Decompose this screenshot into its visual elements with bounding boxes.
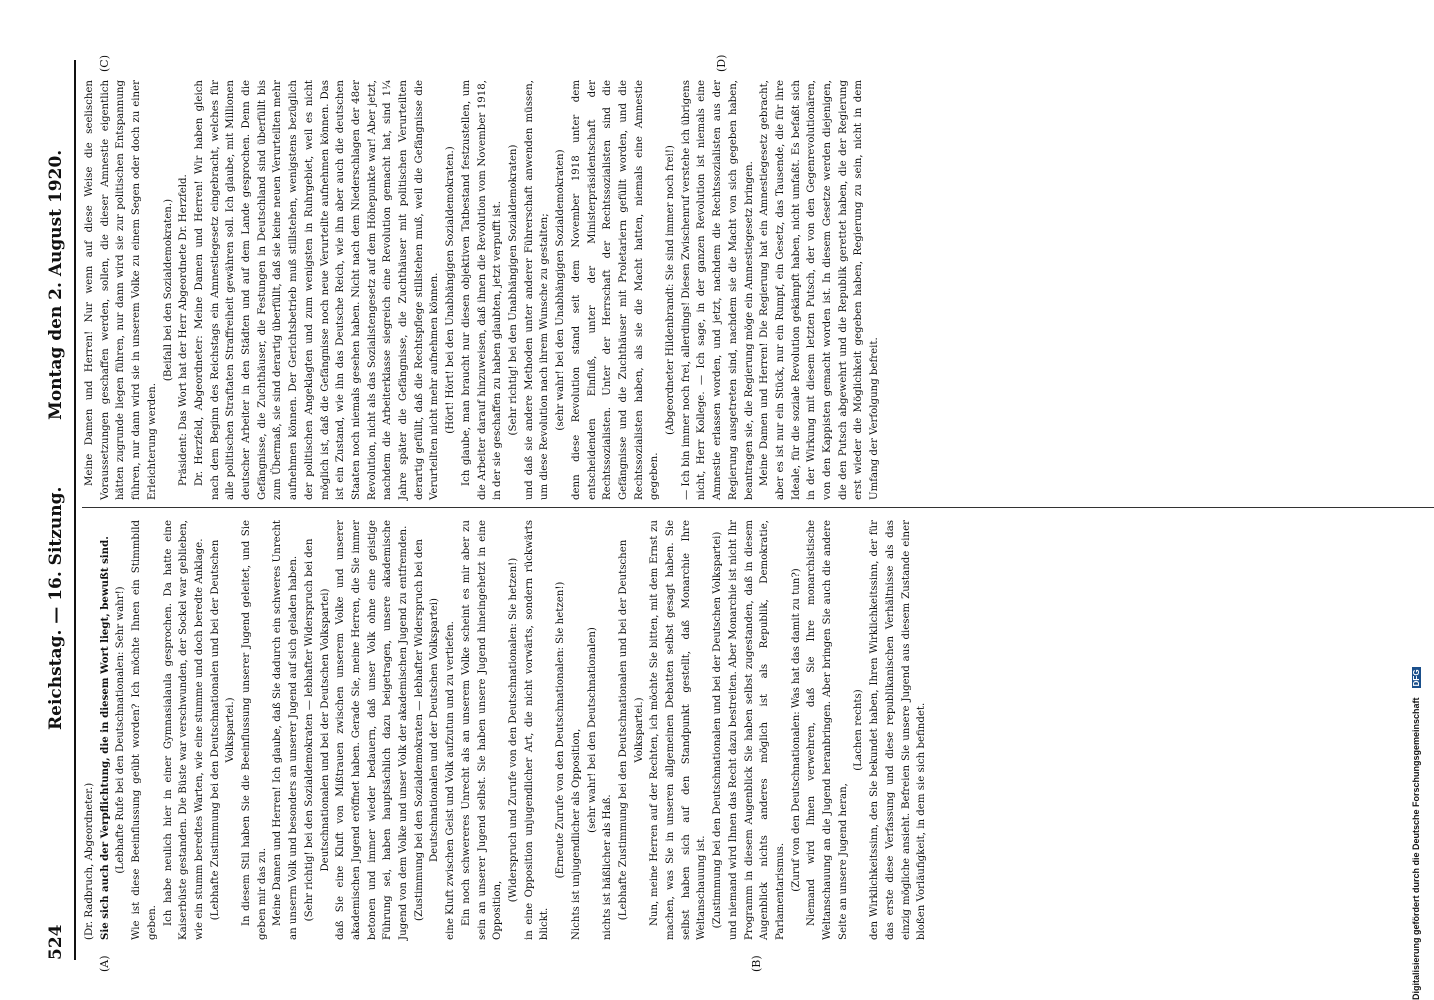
interjection: (Lebhafte Zustimmung bei den Deutschnationalen und bei der Deutschen Volkspartei.) [617,539,645,921]
page-number: 524 [46,924,66,960]
interjection: (Erneute Zurufe von den Deutschnationalen: Sie hetzen!) [555,581,567,879]
right-column [82,80,883,500]
paragraph: Ich habe neulich hier in einer Gymnasialaula gesprochen. Da hatte eine Kaiserbüste gestanden. Die Büste war verschwunden, der Sockel war geblieben, wie ein stumm beredtes Warten, wie eine stumme und doch beredte Anklage. [162,520,205,940]
paragraph: Nun, meine Herren auf der Rechten, ich möchte Sie bitten, mit dem Ernst zu machen, was Sie in unseren allgemeinen Debatten selbst gesagt haben. Sie selbst haben sich auf den Standpunkt gestellt, daß Monarchie Ihre Weltanschauung ist. [649,520,708,940]
column-divider [82,507,1434,508]
paragraph: Niemand wird Ihnen verwehren, daß Sie Ihre monarchistische Weltanschauung an die Jugend heranbringen. Aber bringen Sie auch die andere Seite an unsere Jugend heran, [806,520,849,940]
interjection: (Lachen rechts) [853,689,865,771]
interjection: (Abgeordneter Hildenbrandt: Sie sind immer noch frei!) [665,145,677,435]
credit-text: Digitalisierung gefördert durch die Deutsche Forschungsgemeinschaft [1411,697,1421,1000]
digitization-credit [1404,0,1423,1000]
interjection: (sehr wahr! bei den Unabhängigen Sozialdemokraten) [555,149,567,431]
paragraph: Dr. Herzfeld, Abgeordneter: Meine Damen und Herren! Wir haben gleich nach dem Beginn des Reichstags ein Amnestiegesetz eingebracht, welches für alle politischen Straftaten Straffreiheit gewähren soll. Ich glaube, mit Millionen deutscher Arbeiter in den Städten und auf dem Lande gesprochen. Denn die Gefängnisse, die Zuchthäuser, die Festungen in Deutschland sind überfüllt bis zum Übermaß, sie sind derartig überfüllt, daß sie keine neuen Verurteilten mehr aufnehmen können. Der Gerichtsbetrieb muß stillstehen, wenigstens bezüglich der politischen Angeklagten und zum wenigsten in Ruhrgebiet, weil es nicht möglich ist, daß die Gefängnisse noch neue Verurteilte aufnehmen können. Das ist ein Zustand, wie ihn das Deutsche Reich, wie ihn aber auch die deutschen Staaten noch niemals gesehen haben. Nicht nach dem Niederschlagen der 48er Revolution, nicht als das Sozialistengesetz auf dem Höhepunkte war! Aber jetzt, nachdem die Arbeiterklasse siegreich eine Revolution gemacht hat, sind 1¼ Jahre später die Gefängnisse, die Zuchthäuser mit politischen Verurteilten derartig gefüllt, daß die Rechtspflege stillstehen muß, weil die Gefängnisse die Verurteilten nicht mehr aufnehmen können. [193,80,441,500]
paragraph: Nichts ist unjugendlicher als Opposition, [570,728,582,940]
paragraph: denn diese Revolution stand seit dem November 1918 unter dem entscheidenden Einfluß, unter der Ministerpräsidentschaft der Rechtssozialisten. Unter der Herrschaft der Rechtssozialisten sind die Gefängnisse und die Zuchthäuser mit Proletariern gefüllt worden, und die Rechtssozialisten haben, als sie die Macht hatten, niemals eine Amnestie gegeben. [570,80,661,500]
paragraph: und niemand wird Ihnen das Recht dazu bestreiten. Aber Monarchie ist nicht Ihr Programm in diesem Augenblick Sie haben selbst zugestanden, daß in diesem Augenblick nichts anderes möglich ist als Republik, Demokratie, Parlamentarismus. [727,520,786,940]
margin-marker-a: (A) [98,955,111,972]
interjection: (Lebhafte Zustimmung bei den Deutschnationalen und bei der Deutschen Volkspartei.) [209,539,237,921]
paragraph: Ich glaube, man braucht nur diesen objektiven Tatbestand festzustellen, um die Arbeiter darauf hinzuweisen, daß ihnen die Revolution vom November 1918, in der sie geschaffen zu haben glaubten, jetzt verpufft ist. [460,80,504,500]
paragraph: den Wirklichkeitssinn, den Sie bekundet haben, Ihren Wirklichkeitssinn, der für das erste diese Verfassung und diese republikanischen Verhältnisse als das einzig mögliche ansieht. Befreien Sie unsere Jugend aus diesem Zustande einer bloßen Vorläufigkeit, in dem sie sich befindet. [869,520,928,940]
paragraph: — Ich bin immer noch frei, allerdings! Diesen Zwischenruf verstehe ich übrigens nicht, Herr Kollege. — Ich sage, in der ganzen Revolution ist niemals eine Amnestie erlassen worden, und jetzt, nachdem die Rechtssozialisten aus der Regierung ausgetreten sind, nachdem sie die Macht von sich gegeben haben, beantragen sie, die Regierung möge ein Amnestiegesetz bringen. [680,80,755,500]
page-header [40,60,76,960]
paragraph: und daß sie andere Methoden unter anderer Führerschaft anwenden müssen, um diese Revolution nach ihrem Wunsche zu gestalten; [523,80,551,500]
header-session: Reichstag. — 16. Sitzung. [46,486,66,730]
margin-marker-d: (D) [715,54,728,72]
interjection: (sehr wahr! bei den Deutschnationalen) [586,627,598,833]
interjection: (Zuruf von den Deutschnationalen: Was hat das damit zu tun?) [790,568,802,892]
speaker-line: (Dr. Radbruch, Abgeordneter.) [84,782,95,940]
interjection: (Widerspruch und Zurufe von den Deutschnationalen: Sie hetzen!) [507,557,519,903]
paragraph: Präsident: Das Wort hat der Herr Abgeordnete Dr. Herzfeld. [178,174,190,486]
paragraph: nichts ist häßlicher als Haß. [602,794,614,940]
paragraph: Meine Damen und Herren! Die Regierung hat ein Amnestiegesetz gebracht, aber es ist nur ein Stück, nur ein Rumpf, ein Gesetz, das Tausende, die für ihre Ideale, für die soziale Revolution gekämpft haben, nicht umfaßt. Es befaßt sich in der Wirkung mit diesem letzten Putsch, der von den Gegenrevolutionären, von den Kappisten gemacht worden ist. In diesem Gesetze werden diejenigen, die den Putsch abgewehrt und die Republik gerettet haben, die der Regierung erst wieder die Möglichkeit gegeben haben, Regierung zu sein, nicht in dem Umfang der Verfolgung befreit. [759,80,881,500]
interjection: (Zustimmung bei den Sozialdemokraten — lebhafter Widerspruch bei den Deutschnationalen und der Deutschen Volkspartei) [413,539,441,921]
paragraph: Ein noch schwereres Unrecht als an unserem Volke scheint es mir aber zu sein an unserer Jugend selbst. Sie haben unsere Jugend hineingehetzt in eine Opposition, [460,520,504,940]
paragraph: daß Sie eine Kluft von Mißtrauen zwischen unserem Volke und unserer akademischen Jugend eröffnet haben. Gerade Sie, meine Herren, die Sie immer betonen und immer wieder bedauern, daß unser Volk ohne eine geistige Führung sei, haben hauptsächlich dazu beigetragen, unsere akademische Jugend von dem Volke und unser Volk der akademischen Jugend zu entfremden. [335,520,410,940]
paragraph: Meine Damen und Herren! Nur wenn auf diese Weise die seelischen Voraussetzungen geschaffen werden, sollen, die dieser Amnestie eigentlich hätten zugrunde liegen führen, nur dann wird sie zur politischen Entspannung führen, nur dann wird sie in unserem Volke zu einem Segen oder doch zu einer Erleichterung werden. [84,80,158,500]
interjection: (Hört! Hört! bei den Unabhängigen Sozialdemokraten.) [445,146,457,434]
interjection: (Lebhafte Rufe bei den Deutschnationalen: Sehr wahr!) [115,586,127,874]
paragraph: eine Kluft zwischen Geist und Volk aufzutun und zu vertiefen. [445,621,457,940]
paragraph: in eine Opposition unjugendlicher Art, die nicht vorwärts, sondern rückwärts blickt. [523,520,551,940]
left-column [82,520,930,940]
paragraph: Sie sich auch der Verpflichtung, die in diesem Wort liegt, bewußt sind. [98,536,111,940]
interjection: (Beifall bei den Sozialdemokraten.) [162,198,174,382]
paragraph: In diesem Stil haben Sie die Beeinflussung unserer Jugend geleitet, und Sie geben mir das zu. [241,520,268,940]
dfg-logo: DFG [1412,669,1421,687]
interjection: (Zustimmung bei den Deutschnationalen und bei der Deutschen Volkspartei) [712,531,724,929]
margin-marker-c: (C) [98,55,111,72]
paragraph: Meine Damen und Herren! Ich glaube, daß Sie dadurch ein schweres Unrecht an unserm Volk und besonders an unserer Jugend auf sich geladen haben. [272,520,300,940]
interjection: (Sehr richtig! bei den Sozialdemokraten — lebhafter Widerspruch bei den Deutschnationalen und bei der Deutschen Volkspartei) [303,538,331,922]
header-date: Montag den 2. August 1920. [46,149,66,420]
paragraph: Wie ist diese Beeinflussung geübt worden? Ich möchte Ihnen ein Stimmbild geben. [131,520,158,940]
margin-marker-b: (B) [750,955,763,972]
interjection: (Sehr richtig! bei den Unabhängigen Sozialdemokraten) [507,144,519,436]
